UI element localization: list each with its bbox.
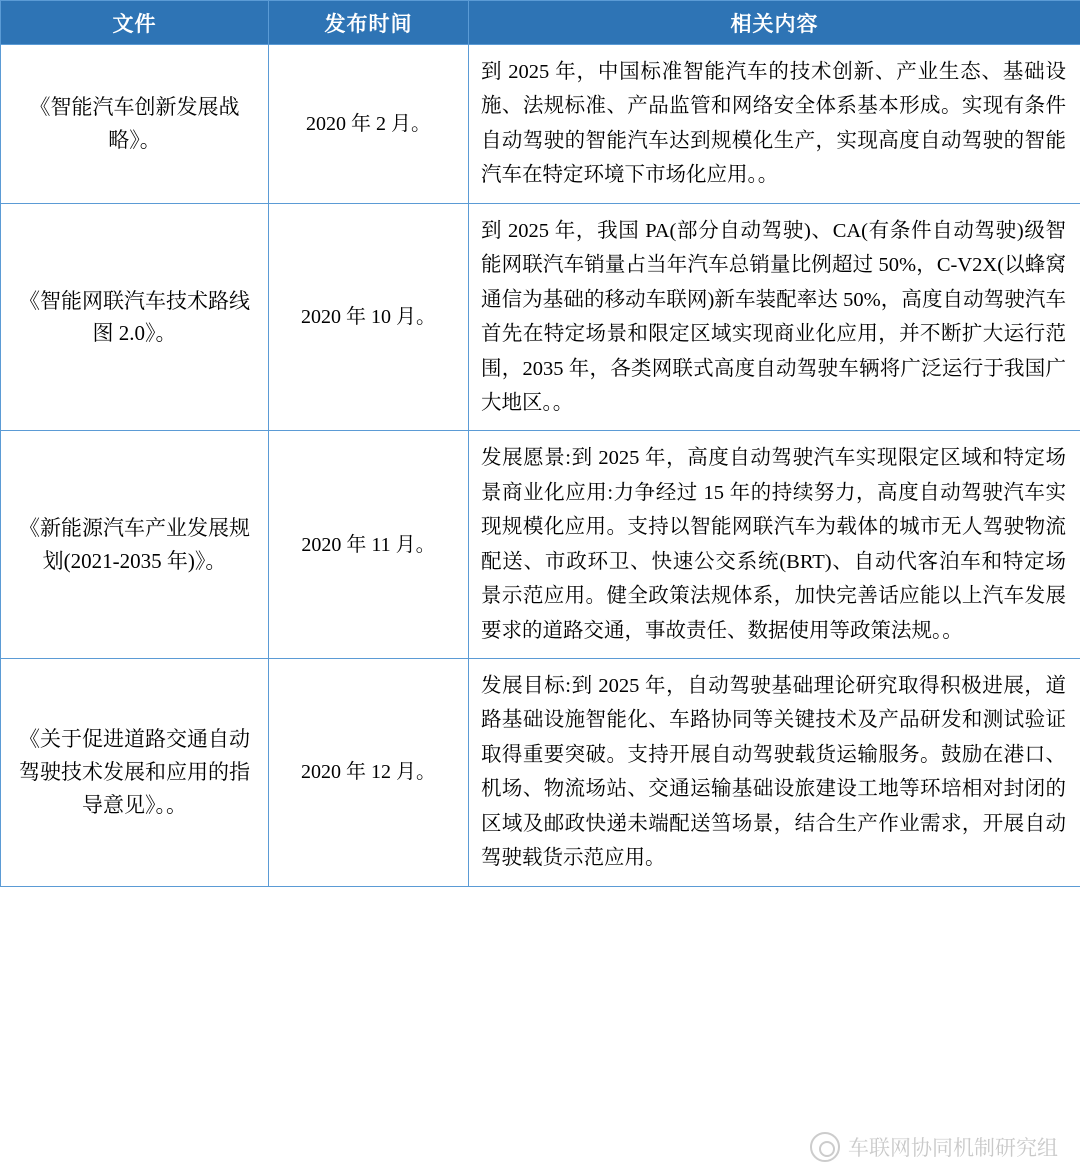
table-row	[1, 45, 1080, 204]
cell-publish-date: 2020 年 11 月。	[269, 431, 469, 659]
cell-document-name: 《新能源汽车产业发展规划(2021-2035 年)》。	[1, 431, 269, 659]
table-header	[1, 1, 1080, 45]
column-header-content: 相关内容	[469, 1, 1080, 45]
cell-related-content: 发展愿景:到 2025 年，高度自动驾驶汽车实现限定区域和特定场景商业化应用:力争经过 15 年的持续努力，高度自动驾驶汽车实现规模化应用。支持以智能网联汽车为载体的城市无人驾驶物流配送、市政环卫、快速公交系统(BRT)、自动代客泊车和特定场景示范应用。健全政策法规体系，加快完善话应能以上汽车发展要求的道路交通，事故责任、数据使用等政策法规。。	[469, 431, 1080, 659]
cell-publish-date: 2020 年 2 月。	[269, 45, 469, 204]
watermark	[810, 1132, 1058, 1162]
cell-related-content: 到 2025 年，我国 PA(部分自动驾驶)、CA(有条件自动驾驶)级智能网联汽车销量占当年汽车总销量比例超过 50%，C-V2X(以蜂窝通信为基础的移动车联网)新车装配率达 50%，高度自动驾驶汽车首先在特定场景和限定区域实现商业化应用，并不断扩大运行范围，2035 年，各类网联式高度自动驾驶车辆将广泛运行于我国广大地区。。	[469, 203, 1080, 431]
column-header-date: 发布时间	[269, 1, 469, 45]
cell-related-content: 到 2025 年，中国标准智能汽车的技术创新、产业生态、基础设施、法规标准、产品监管和网络安全体系基本形成。实现有条件自动驾驶的智能汽车达到规模化生产，实现高度自动驾驶的智能汽车在特定环境下市场化应用。。	[469, 45, 1080, 204]
cell-related-content: 发展目标:到 2025 年，自动驾驶基础理论研究取得积极进展，道路基础设施智能化、车路协同等关键技术及产品研发和测试验证取得重要突破。支持开展自动驾驶载货运输服务。鼓励在港口、机场、物流场站、交通运输基础设旅建设工地等环培相对封闭的区域及邮政快递未端配送筜场景，结合生产作业需求，开展自动驾驶载货示范应用。	[469, 659, 1080, 887]
header-row	[1, 1, 1080, 45]
column-header-document: 文件	[1, 1, 269, 45]
circle-logo-icon	[810, 1132, 840, 1162]
table-row	[1, 203, 1080, 431]
watermark-text: 车联网协同机制研究组	[848, 1137, 1058, 1160]
table-row	[1, 431, 1080, 659]
table-row	[1, 659, 1080, 887]
cell-publish-date: 2020 年 10 月。	[269, 203, 469, 431]
cell-publish-date: 2020 年 12 月。	[269, 659, 469, 887]
cell-document-name: 《关于促进道路交通自动驾驶技术发展和应用的指导意见》。。	[1, 659, 269, 887]
cell-document-name: 《智能汽车创新发展战略》。	[1, 45, 269, 204]
table-body	[1, 45, 1080, 887]
cell-document-name: 《智能网联汽车技术路线图 2.0》。	[1, 203, 269, 431]
